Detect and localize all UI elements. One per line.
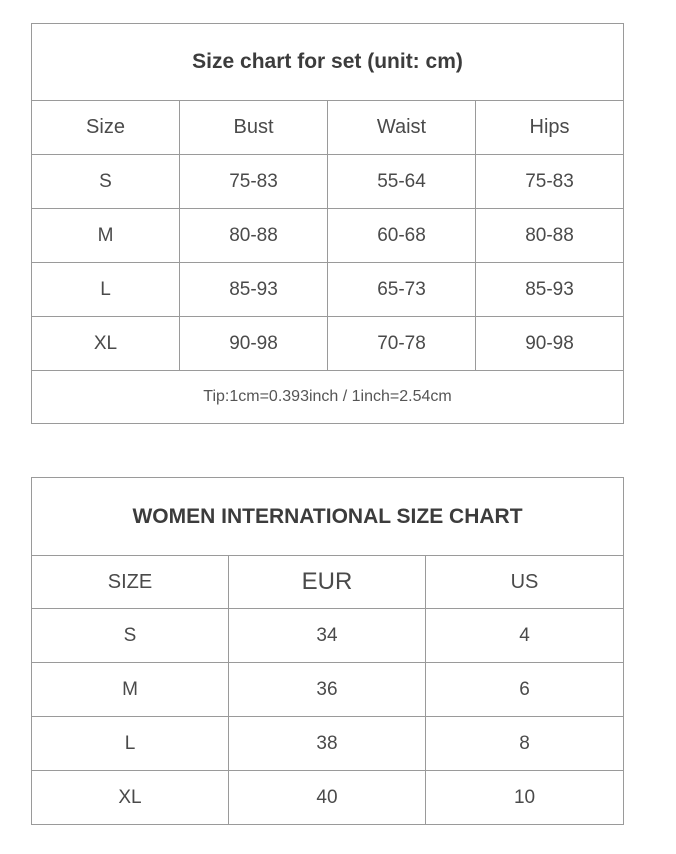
size-cell: M: [32, 663, 229, 717]
waist-cell: 60-68: [328, 209, 476, 263]
header-bust: Bust: [180, 101, 328, 155]
size-cell: S: [32, 155, 180, 209]
hips-cell: 75-83: [476, 155, 624, 209]
chart-title: WOMEN INTERNATIONAL SIZE CHART: [32, 478, 624, 556]
header-us: US: [426, 556, 624, 609]
us-cell: 8: [426, 717, 624, 771]
header-size: SIZE: [32, 556, 229, 609]
size-cell: L: [32, 263, 180, 317]
header-hips: Hips: [476, 101, 624, 155]
table-row: [32, 663, 624, 717]
table-row: [32, 317, 624, 371]
header-size: Size: [32, 101, 180, 155]
us-cell: 10: [426, 771, 624, 825]
hips-cell: 90-98: [476, 317, 624, 371]
table-row: [32, 609, 624, 663]
header-row: [32, 556, 624, 609]
size-cell: L: [32, 717, 229, 771]
waist-cell: 65-73: [328, 263, 476, 317]
size-cell: S: [32, 609, 229, 663]
size-cell: XL: [32, 771, 229, 825]
bust-cell: 85-93: [180, 263, 328, 317]
tip-row: [32, 371, 624, 424]
chart-title: Size chart for set (unit: cm): [32, 24, 624, 101]
eur-cell: 40: [229, 771, 426, 825]
set-size-chart-table: [31, 23, 624, 424]
international-size-chart-table: [31, 477, 624, 825]
hips-cell: 85-93: [476, 263, 624, 317]
table-row: [32, 263, 624, 317]
waist-cell: 70-78: [328, 317, 476, 371]
bust-cell: 90-98: [180, 317, 328, 371]
bust-cell: 75-83: [180, 155, 328, 209]
eur-cell: 38: [229, 717, 426, 771]
bust-cell: 80-88: [180, 209, 328, 263]
title-row: [32, 478, 624, 556]
header-waist: Waist: [328, 101, 476, 155]
size-cell: XL: [32, 317, 180, 371]
table-row: [32, 771, 624, 825]
us-cell: 4: [426, 609, 624, 663]
hips-cell: 80-88: [476, 209, 624, 263]
title-row: [32, 24, 624, 101]
eur-cell: 36: [229, 663, 426, 717]
table-row: [32, 155, 624, 209]
conversion-tip: Tip:1cm=0.393inch / 1inch=2.54cm: [32, 371, 624, 424]
eur-cell: 34: [229, 609, 426, 663]
size-cell: M: [32, 209, 180, 263]
table-row: [32, 209, 624, 263]
waist-cell: 55-64: [328, 155, 476, 209]
us-cell: 6: [426, 663, 624, 717]
table-row: [32, 717, 624, 771]
header-row: [32, 101, 624, 155]
header-eur: EUR: [229, 556, 426, 609]
